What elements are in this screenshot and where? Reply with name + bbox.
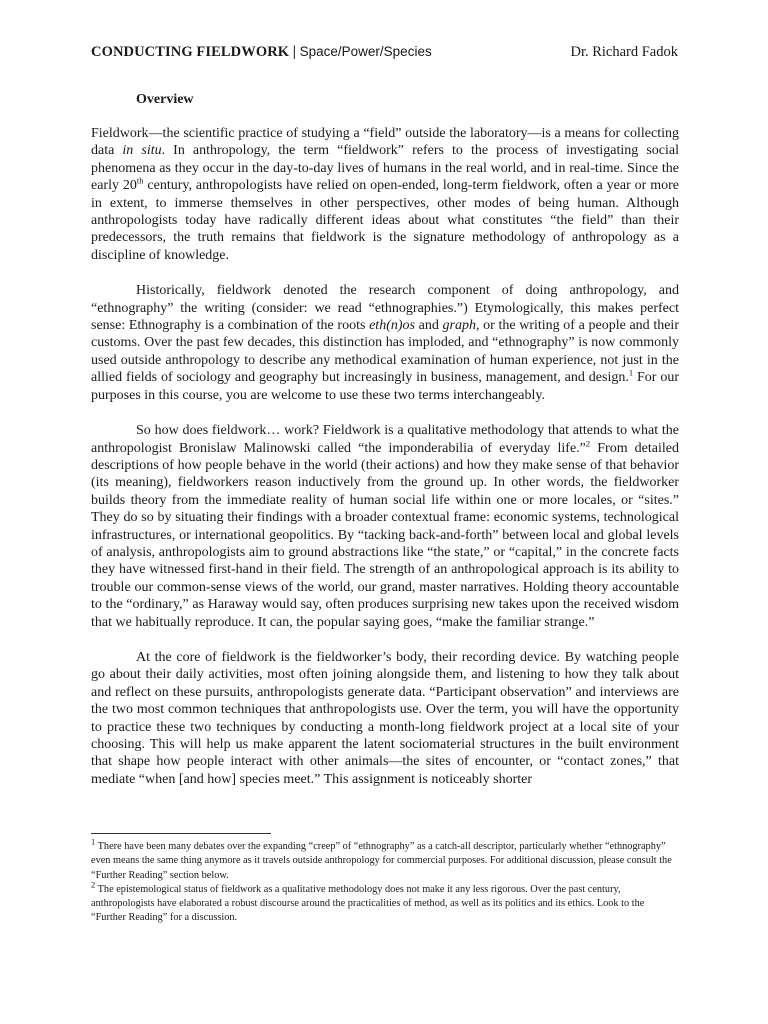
footnote-divider — [91, 833, 271, 834]
footnote-2-text: The epistemological status of fieldwork as a qualitative methodology does not make it any less rigorous. Over the past century, anthropologists have elaborated a robust discourse around the practicalities of method, as well as its politics and its ethics. Look to the “Further Reading” for a discussion. — [91, 883, 645, 924]
p3-text-b: From detailed descriptions of how people behave in the world (their actions) and how they make sense of that behavior (its meaning), fieldworkers reason inductively from the ground up. In other words, the fieldworker builds theory from the immediate reality of human social life within one or more locales, or “sites.” They do so by situating their findings with a broader contextual frame: economic systems, technological infrastructures, or international geopolitics. By “tacking back-and-forth” between local and global levels of analysis, anthropologists aim to ground abstractions like “the state,” or “capital,” in the concrete facts they have witnessed first-hand in their field. The strength of an anthropological approach is its ability to trouble our common-sense views of the world, our grand, master narratives. Holding theory accountable to the “ordinary,” as Haraway would say, often produces surprising new takes upon the received wisdom that we habitually reproduce. It can, the popular saying goes, “make the familiar strange.” — [91, 440, 679, 630]
header-left — [91, 44, 432, 61]
page-header — [91, 44, 678, 66]
paragraph-3 — [91, 422, 679, 631]
p4-text: At the core of fieldwork is the fieldworker’s body, their recording device. By watching people go about their daily activities, most often joining alongside them, and listening to how they talk about and reflect on these pursuits, anthropologists generate data. “Participant observation” and interviews are the two most common techniques that anthropologists use. Over the term, you will have the opportunity to practice these two techniques by conducting a month-long fieldwork project at a local site of your choosing. This will help us make apparent the latent sociomaterial structures in the built environment that shape how people interact with other animals—the sites of encounter, or “contact zones,” that mediate “when [and how] species meet.” This assignment is noticeably shorter — [91, 649, 679, 787]
section-heading: Overview — [136, 92, 194, 107]
p2-text-e: , or the writing of a people and their customs. Over the past few decades, this distinction has imploded, and “ethnography” is now commonly used outside anthropology to describe any methodical examination of human experience, not just in the allied fields of sociology and geography but increasingly in business, management, and design. — [91, 318, 679, 386]
author-name: Dr. Richard Fadok — [570, 44, 678, 60]
p1-superscript: th — [136, 175, 144, 186]
p2-text-a: Historically, fieldwork denoted the research component of doing anthropology, and “ethnography” the writing (consider: we read “ethnographies.”) Etymologically, this makes perfect sense: Ethnography is a combination of the roots — [91, 283, 679, 334]
footnote-marker-2: 2 — [91, 879, 96, 890]
paragraph-1 — [91, 125, 679, 264]
footnote-2 — [91, 879, 681, 926]
p2-text-f: For our purposes in this course, you are welcome to use these two terms interchangeably. — [91, 370, 679, 403]
p2-text-c: and — [414, 318, 443, 334]
footnotes — [91, 836, 681, 926]
body-text — [91, 125, 679, 788]
paragraph-4 — [91, 649, 679, 788]
p3-text-a: So how does fieldwork… work? Fieldwork is a qualitative methodology that attends to what the anthropologist Bronislaw Malinowski called “the imponderabilia of everyday life.” — [91, 423, 679, 456]
p1-text-a: Fieldwork—the scientific practice of studying a “field” outside the laboratory—is a means for collecting data — [91, 126, 679, 159]
p2-italic-ethnos: eth(n)os — [369, 318, 415, 334]
p1-text-d: century, anthropologists have relied on open-ended, long-term fieldwork, often a year or more in extent, to immerse themselves in other perspectives, other modes of being human. Although anthropologists today have radically different ideas about what constitutes “the field” than their predecessors, the truth remains that fieldwork is the signature methodology of anthropology as a discipline of knowledge. — [91, 178, 679, 263]
footnote-ref-1[interactable]: 1 — [628, 367, 634, 378]
p1-text-c: . In anthropology, the term “fieldwork” refers to the process of investigating social phenomena as they occur in the day-to-day lives of humans in the real world, and in real-time. Since the early 20 — [91, 143, 679, 194]
footnote-ref-2[interactable]: 2 — [585, 437, 591, 448]
p2-italic-graph: graph — [442, 318, 476, 334]
footnote-1 — [91, 836, 681, 883]
footnote-1-text: There have been many debates over the expanding “creep” of “ethnography” as a catch-all descriptor, particularly whether “ethnography” even means the same thing anymore as it travels outside anthropology for commercial purposes. For additional discussion, please consult the “Further Reading” section below. — [91, 841, 672, 881]
p1-italic-in-situ: in situ — [122, 143, 162, 159]
course-subtitle: Space/Power/Species — [299, 44, 432, 59]
course-title: CONDUCTING FIELDWORK — [91, 44, 290, 60]
header-separator: | — [292, 44, 296, 60]
footnote-marker-1: 1 — [91, 836, 96, 847]
paragraph-2 — [91, 282, 679, 404]
